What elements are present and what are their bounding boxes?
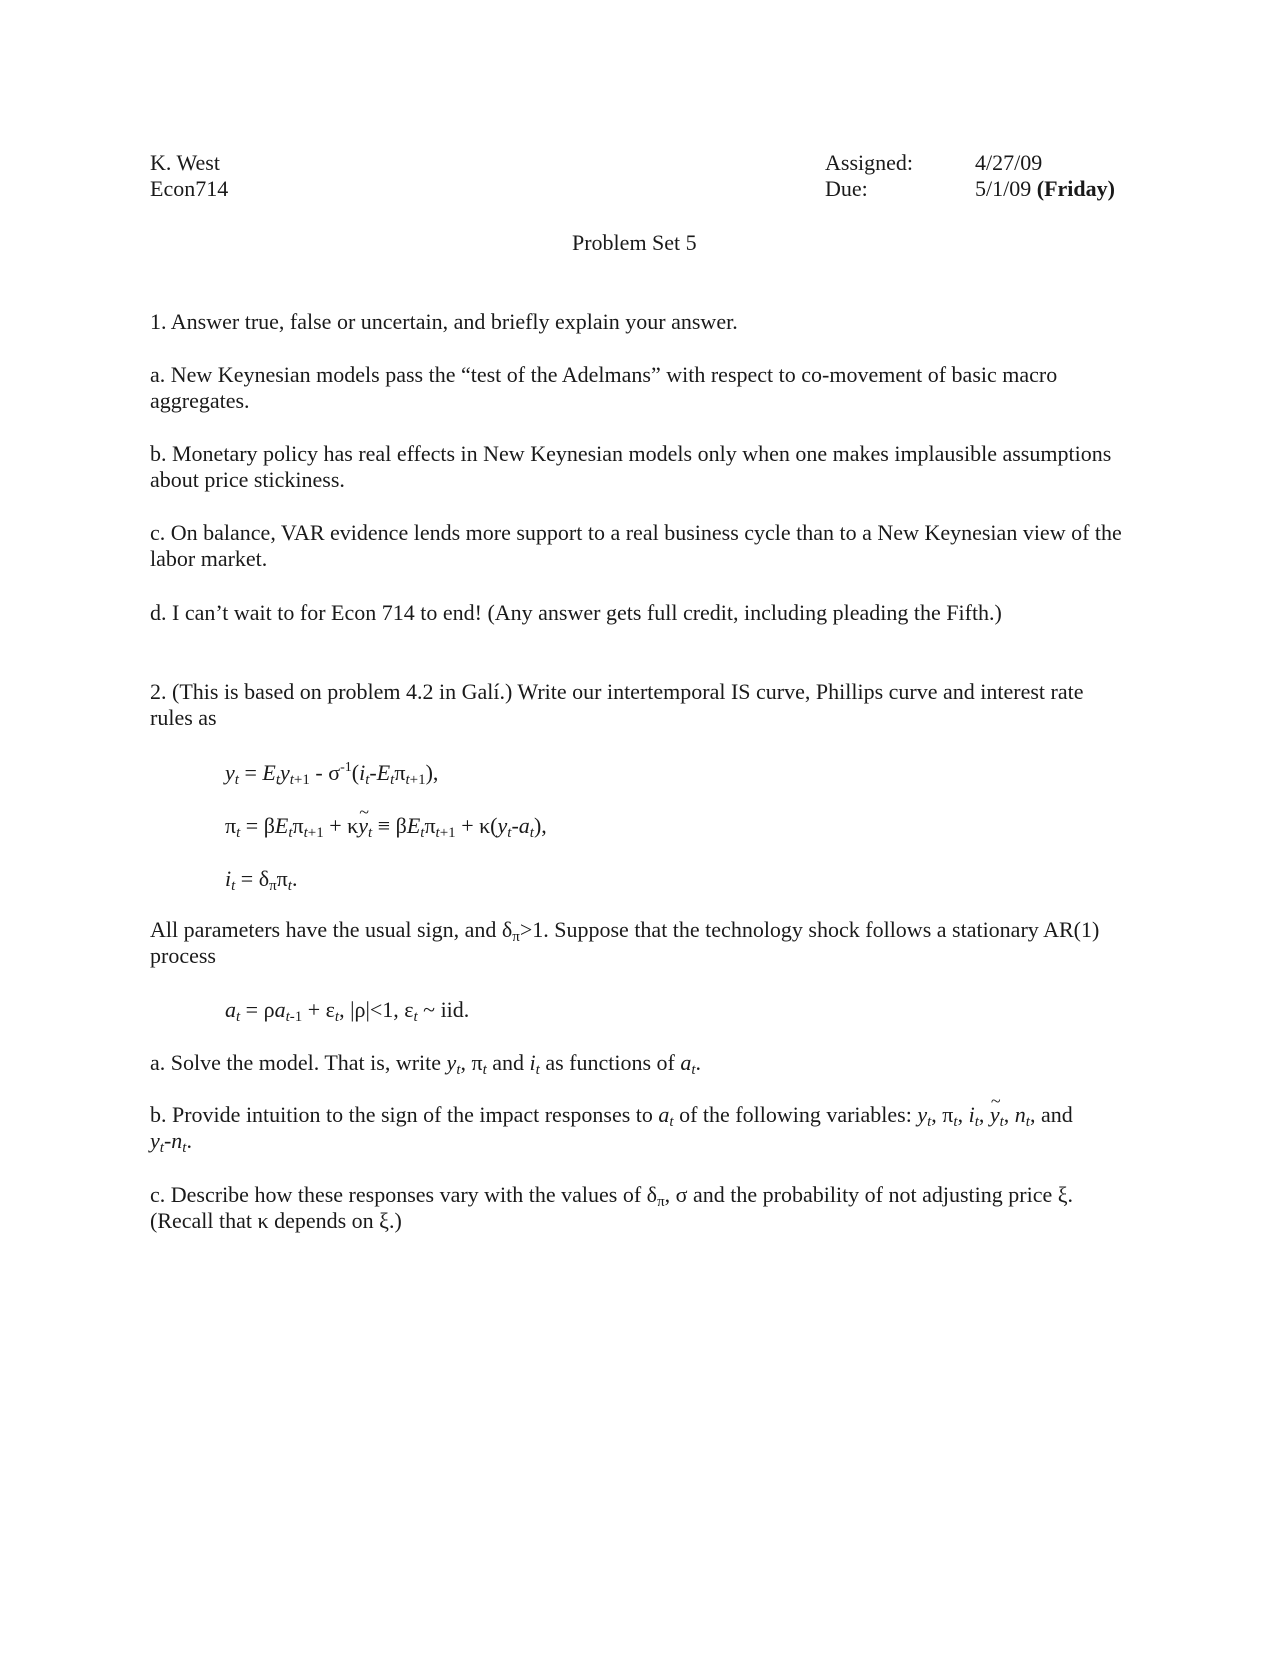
q1-part-d: d. I can’t wait to for Econ 714 to end! (Any answer gets full credit, including pleading the Fifth.)	[150, 600, 1002, 625]
course-code: Econ714	[150, 176, 229, 201]
q1-part-b: b. Monetary policy has real effects in New Keynesian models only when one makes implausible assumptions about price stickiness.	[150, 441, 1112, 492]
assigned-label: Assigned:	[825, 150, 913, 175]
q2-a-text-3: as functions of	[539, 1050, 681, 1075]
q2-b-text-1: b. Provide intuition to the sign of the impact responses to	[150, 1102, 659, 1127]
q2-c-text-3: (Recall that κ depends on ξ.)	[150, 1208, 402, 1233]
q1-intro: 1. Answer true, false or uncertain, and briefly explain your answer.	[150, 309, 738, 334]
q2-part-a: a. Solve the model. That is, write $y_t$, $\pi_t$ and $i_t$ as functions of $a_t$.	[150, 1050, 702, 1078]
interest-rule-equation: $i_t = \delta_\pi\pi_t$.	[225, 866, 298, 894]
q2-b-text-3: and	[1035, 1102, 1073, 1127]
due-date-line	[975, 176, 1115, 202]
due-day-close: )	[1107, 176, 1115, 201]
q2-parameters: All parameters have the usual sign, and $\delta_\pi>1$. Suppose that the technology shock follows a stationary AR(1) process	[150, 917, 1100, 968]
q2-b-text-2: of the following variables:	[673, 1102, 918, 1127]
due-label: Due:	[825, 176, 868, 201]
q1-part-a: a. New Keynesian models pass the “test of the Adelmans” with respect to co-movement of basic macro aggregates.	[150, 362, 1058, 413]
q1-part-c: c. On balance, VAR evidence lends more support to a real business cycle than to a New Keynesian view of the labor market.	[150, 520, 1122, 571]
q2-a-text-1: a. Solve the model. That is, write	[150, 1050, 447, 1075]
q2-a-text-2: and	[486, 1050, 530, 1075]
q2-params-text-2: >1. Suppose that the technology shock follows a stationary AR(1) process	[150, 917, 1100, 968]
q2-c-text-1: c. Describe how these responses vary with the values of δ	[150, 1182, 658, 1207]
due-date: 5/1/09	[975, 176, 1032, 201]
assigned-date: 4/27/09	[975, 150, 1043, 175]
q2-c-text-2: , σ and the probability of not adjusting price ξ.	[664, 1182, 1074, 1207]
q2-part-c: c. Describe how these responses vary with the values of $\delta_\pi$, σ and the probability of not adjusting price ξ. (Recall that κ depends on ξ.)	[150, 1182, 1074, 1233]
due-day: Friday	[1044, 176, 1108, 201]
author-name: K. West	[150, 150, 220, 175]
q2-intro: 2. (This is based on problem 4.2 in Galí.) Write our intertemporal IS curve, Phillips curve and interest rate rules as	[150, 679, 1084, 730]
q2-params-text-1: All parameters have the usual sign, and δ	[150, 917, 513, 942]
ar1-process-equation: $a_t = \rho a_{t-1} + \varepsilon_t$, |ρ|<1, $\varepsilon_t$ ~ iid.	[225, 997, 470, 1025]
is-curve-equation: $y_t = E_ty_{t+1} - \sigma^{-1}(i_t-E_t\pi_{t+1})$,	[225, 760, 439, 788]
page-title: Problem Set 5	[572, 230, 697, 255]
due-day-open: (	[1036, 176, 1045, 201]
q2-part-b: b. Provide intuition to the sign of the impact responses to $a_t$ of the following variables: $y_t$, $\pi_t$, $i_t$, ~ $y_t$, $n_t$, and $y_t-n_t$.	[150, 1102, 1130, 1154]
phillips-curve-equation: $\pi_t = \beta E_t\pi_{t+1}$ + κ~ $y_t \equiv \beta E_t\pi_{t+1} + \kappa(y_t-a_t)$,	[225, 813, 547, 839]
